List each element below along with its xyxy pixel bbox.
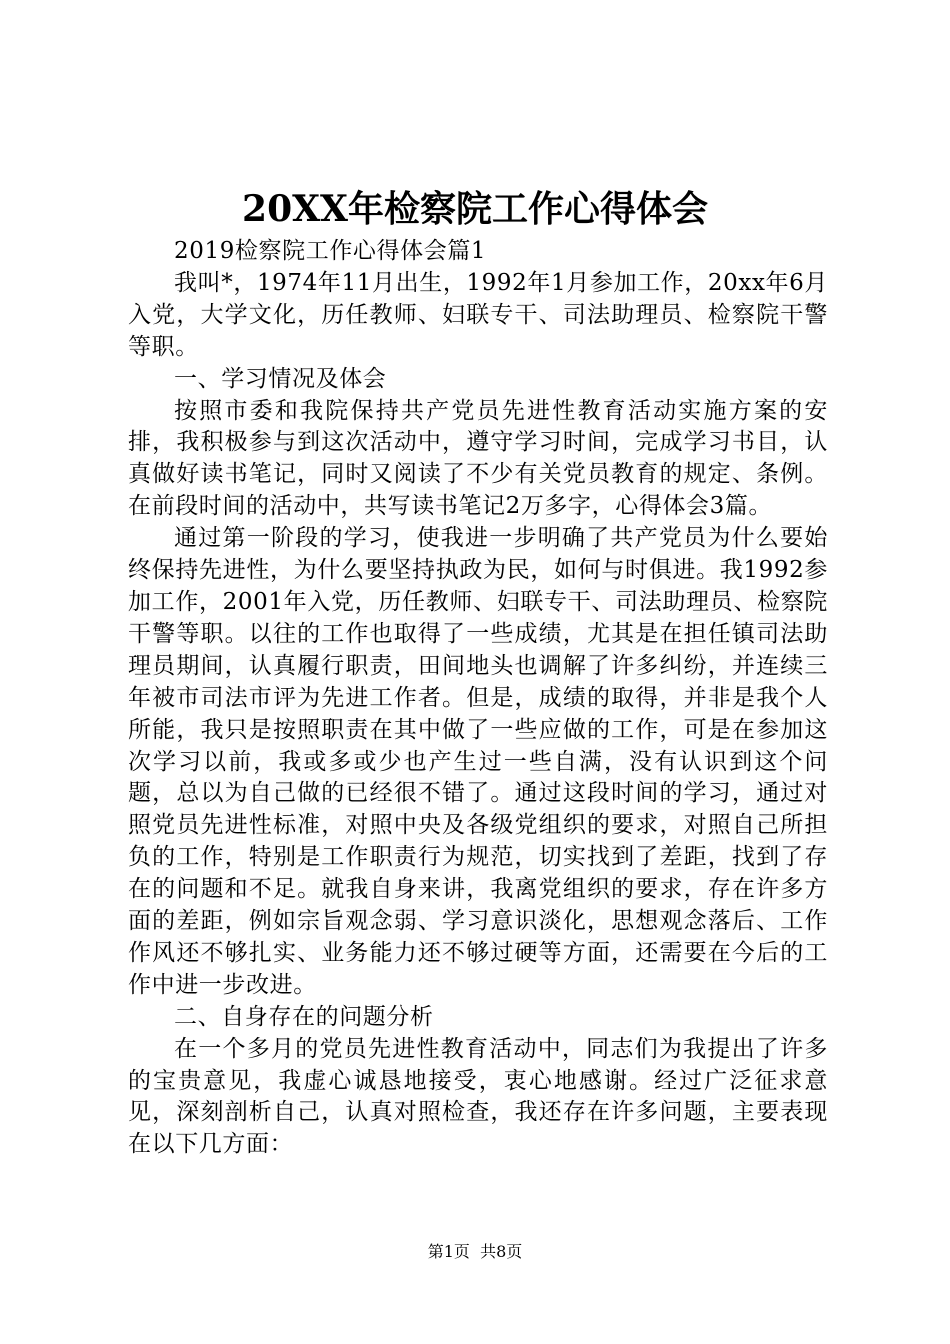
page-number: 第1页 (427, 1242, 470, 1261)
subtitle-paragraph: 2019检察院工作心得体会篇1 (174, 238, 487, 264)
document-title: 20XX年检察院工作心得体会 (242, 188, 708, 230)
body-paragraph: 通过第一阶段的学习，使我进一步明确了共产党员为什么要始终保持先进性，为什么要坚持执政为民，如何与时俱进。我1992参加工作，2001年入党，历任教师、妇联专干、司法助理员、检察院干警等职。以往的工作也取得了一些成绩，尤其是在担任镇司法助理员期间，认真履行职责，田间地头也调解了许多纠纷，并连续三年被市司法市评为先进工作者。但是，成绩的取得，并非是我个人所能，我只是按照职责在其中做了一些应做的工作，可是在参加这次学习以前，我或多或少也产生过一些自满，没有认识到这个问题，总以为自己做的已经很不错了。通过这段时间的学习，通过对照党员先进性标准，对照中央及各级党组织的要求，对照自己所担负的工作，特别是工作职责行为规范，切实找到了差距，找到了存在的问题和不足。就我自身来讲，我离党组织的要求，存在许多方面的差距，例如宗旨观念弱、学习意识淡化，思想观念落后、工作作风还不够扎实、业务能力还不够过硬等方面，还需要在今后的工作中进一步改进。 (128, 525, 828, 998)
section-heading-1: 一、学习情况及体会 (174, 365, 387, 392)
intro-paragraph: 我叫*，1974年11月出生，1992年1月参加工作，20xx年6月入党，大学文化，历任教师、妇联专干、司法助理员、检察院干警等职。 (128, 269, 828, 360)
body-paragraph: 在一个多月的党员先进性教育活动中，同志们为我提出了许多的宝贵意见，我虚心诚恳地接受，衷心地感谢。经过广泛征求意见，深刻剖析自己，认真对照检查，我还存在许多问题，主要表现在以下几方面： (128, 1035, 828, 1158)
section-heading-2: 二、自身存在的问题分析 (174, 1003, 434, 1030)
page-total: 共8页 (480, 1242, 523, 1261)
document-body (128, 236, 828, 1161)
page-footer (0, 1240, 950, 1264)
body-paragraph: 按照市委和我院保持共产党员先进性教育活动实施方案的安排，我积极参与到这次活动中，遵守学习时间，完成学习书目，认真做好读书笔记，同时又阅读了不少有关党员教育的规定、条例。在前段时间的活动中，共写读书笔记2万多字，心得体会3篇。 (128, 397, 828, 520)
